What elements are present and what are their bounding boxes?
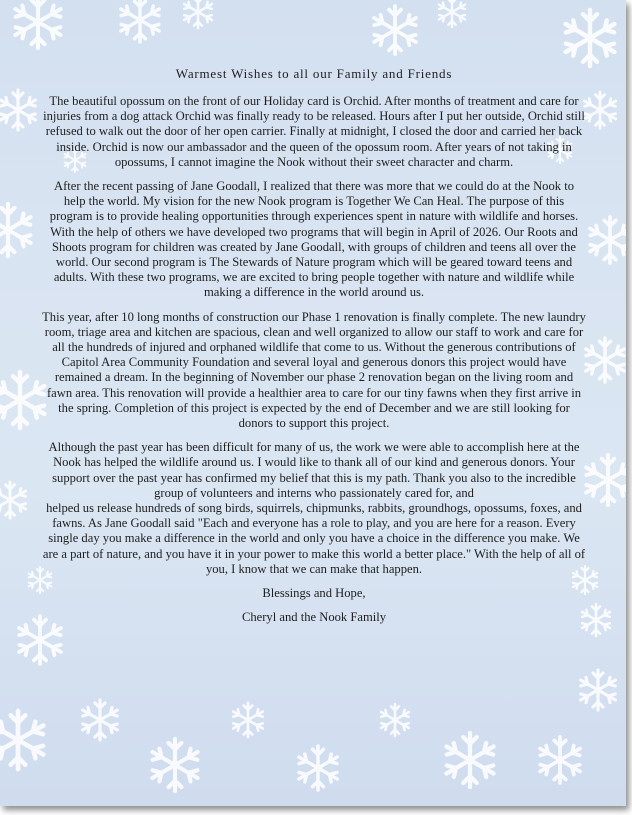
snowflake-icon xyxy=(540,737,580,783)
snowflake-icon xyxy=(381,704,409,736)
paragraph-programs: After the recent passing of Jane Goodall, I realized that there was more that we could do at the Nook to help the world. My vision for the new Nook program is Together We Can Heal. The purpose of this program is to provide healing opportunities through experiences spent in nature with wildlife and horses. With the help of others we have developed two programs that will begin in April of 2026. Our Roots and Shoots program for children was created by Jane Goodall, with groups of children and teens all over the world. Our second program is The Stewards of Nature program which will be geared toward teens and adults. With these two programs, we are excited to bring people together with nature and wildlife while making a difference in the world around us. xyxy=(49,179,579,300)
paragraph-thanks-part2: helped us release hundreds of song birds, squirrels, chipmunks, rabbits, groundhogs, opossums, foxes, and fawns. As Jane Goodall said "Each and everyone has a role to play, and you are here for a reason. Every single day you make a difference in the world and only you have a choice in the difference you make. We are a part of nature, and you have it in your power to make this world a better place." With the help of all of you, I know that we can make that happen. xyxy=(42,501,586,576)
snowflake-icon xyxy=(184,0,212,28)
snowflake-icon xyxy=(582,604,610,636)
snowflake-icon xyxy=(1,90,36,130)
snowflake-icon xyxy=(0,372,44,428)
closing-line: Blessings and Hope, xyxy=(262,586,366,601)
snowflake-icon xyxy=(586,455,626,505)
snowflake-icon xyxy=(586,338,624,382)
paragraph-orchid: The beautiful opossum on the front of our Holiday card is Orchid. After months of treatment and care for injuries from a dog attack Orchid was finally ready to be released. Hours after I put her outside, Orchid still refused to walk out the door of her open carrier. Finally at midnight, I closed the door and carried her back inside. Orchid is now our ambassador and the queen of the opossum room. After years of not taking in opossums, I cannot imagine the Nook without their sweet character and charm. xyxy=(43,94,585,169)
snowflake-icon xyxy=(374,6,416,54)
snowflake-icon xyxy=(0,482,26,518)
snowflake-icon xyxy=(447,733,494,787)
paragraph-thanks-part1: Although the past year has been difficult for many of us, the work we were able to accomplish here at the Nook has helped the wildlife around us. I would like to thank all of our kind and generous donors. Your support over the past year has confirmed my belief that this is my path. Thank you also to the incredible group of volunteers and interns who passionately cared for, and xyxy=(48,440,580,500)
paragraph-renovation: This year, after 10 long months of construction our Phase 1 renovation is finally complete. The new laundry room, triage area and kitchen are spacious, clean and well organized to allow our staff to work and care for all the hundreds of injured and orphaned wildlife that come to us. Without the generous contributions of Capitol Area Community Foundation and several loyal and generous donors this project would have remained a dream. In the beginning of November our phase 2 renovation began on the living room and fawn area. This renovation will provide a healthier area to care for our tiny fawns when they first arrive in the spring. Completion of this project is expected by the end of December and we are still looking for donors to support this project. xyxy=(42,309,586,431)
letter-title: Warmest Wishes to all our Family and Friends xyxy=(175,66,453,81)
snowflake-icon xyxy=(584,92,615,128)
snowflake-icon xyxy=(299,746,337,790)
snowflake-icon xyxy=(152,739,197,791)
snowflake-icon xyxy=(0,204,31,256)
snowflake-icon xyxy=(566,10,615,66)
signature: Cheryl and the Nook Family xyxy=(241,610,387,625)
letter-body xyxy=(42,66,586,635)
snowflake-icon xyxy=(15,0,60,48)
snowflake-icon xyxy=(439,0,465,27)
snowflake-icon xyxy=(233,703,263,737)
snowflake-icon xyxy=(590,217,626,263)
snowflake-icon xyxy=(83,700,118,740)
snowflake-icon xyxy=(121,0,159,42)
snowflake-icon xyxy=(581,670,616,710)
snowflake-icon xyxy=(0,711,43,769)
